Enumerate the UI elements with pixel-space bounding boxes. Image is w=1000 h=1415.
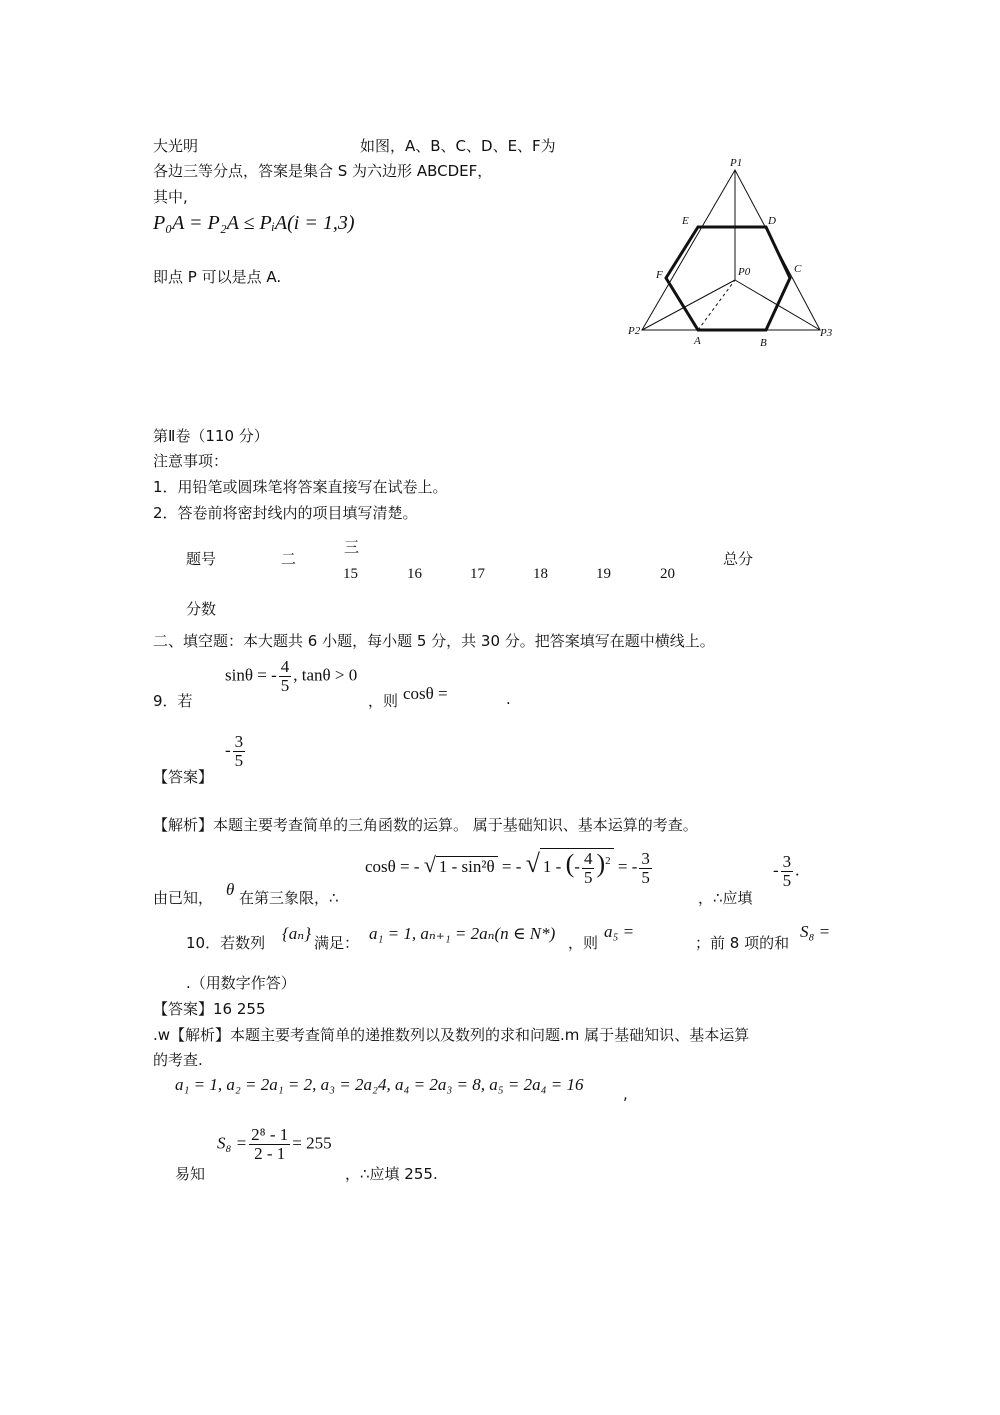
q10-sum-text: ；前 8 项的和 <box>695 934 790 952</box>
label-p3: P3 <box>820 327 833 339</box>
q9-number: 9．若 <box>153 692 193 710</box>
label-a: A <box>694 335 701 347</box>
hexagon-triangle-figure <box>620 150 840 350</box>
label-c: C <box>794 263 802 275</box>
label-f: F <box>656 269 663 281</box>
table-num-19: 19 <box>596 566 611 582</box>
table-num-16: 16 <box>407 566 422 582</box>
notice-1: 1．用铅笔或圆珠笔将答案直接写在试卷上。 <box>153 478 448 496</box>
q9-condition: sinθ = - $\frac{4}{5}$ , tanθ > 0 <box>225 657 358 695</box>
q10-seq: {aₙ} <box>282 924 311 943</box>
q10-chain-comma: , <box>623 1085 628 1103</box>
q10-satisfy: 满足： <box>314 934 360 952</box>
label-d: D <box>768 215 776 227</box>
q10-easy: 易知 <box>175 1165 206 1183</box>
q10-s8-formula: S₈ = $\frac{\text{2⁸ - 1}}{2 - 1}$ = 255 <box>217 1125 332 1163</box>
outer-triangle <box>642 170 820 330</box>
q9-dot: . <box>506 690 511 708</box>
q10-answer: 【答案】16 255 <box>153 1000 266 1018</box>
notice-2: 2．答卷前将密封线内的项目填写清楚。 <box>153 504 418 522</box>
line-p2-p0 <box>642 280 735 330</box>
table-num-17: 17 <box>470 566 485 582</box>
intro-line-2: 各边三等分点，答案是集合 S 为六边形 ABCDEF， <box>153 162 493 180</box>
q9-fill-value: - $\frac{3}{5}$ . <box>773 852 800 890</box>
q9-sol-prefix: 由已知， <box>153 889 214 907</box>
table-total: 总分 <box>723 550 754 568</box>
q10-fill: ，∴应填 255. <box>345 1165 438 1183</box>
q9-frac: $\frac{4}{5}$ <box>280 657 290 695</box>
notice-title: 注意事项： <box>153 452 229 470</box>
hexagon-abcdef <box>666 227 790 330</box>
author-name: 大光明 <box>153 137 199 155</box>
table-col-er: 二 <box>281 550 297 568</box>
q9-analysis: 【解析】本题主要考查简单的三角函数的运算。 属于基础知识、基本运算的考查。 <box>153 816 698 834</box>
intro-formula: P₀A = P₂A ≤ PᵢA(i = 1,3) <box>153 212 355 234</box>
table-col-san: 三 <box>344 538 360 556</box>
label-e: E <box>682 215 689 227</box>
dashed-a-p0 <box>698 280 735 330</box>
q10-s8: S₈ = <box>800 922 831 941</box>
label-p1: P1 <box>730 157 743 169</box>
q10-a5: a₅ = <box>604 922 635 941</box>
q10-note: .（用数字作答） <box>186 974 296 992</box>
table-label-tihao: 题号 <box>186 550 217 568</box>
table-num-20: 20 <box>660 566 675 582</box>
intro-conclusion: 即点 P 可以是点 A. <box>153 268 282 286</box>
q9-answer-value: - $\frac{3}{5}$ <box>225 732 244 770</box>
intro-line-1: 如图，A、B、C、D、E、F为 <box>360 137 556 155</box>
part2-title: 第Ⅱ卷（110 分） <box>153 427 269 445</box>
q9-cos: cosθ = <box>403 684 448 703</box>
q9-solution-equation: cosθ = - √ 1 - sin²θ = - √ 1 - (- $\frac{4}{5}$ )$^2$ = - $\frac{3}{5}$ <box>365 848 650 887</box>
table-num-18: 18 <box>533 566 548 582</box>
label-b: B <box>760 337 767 349</box>
q10-recurrence: a₁ = 1, aₙ₊₁ = 2aₙ(n ∈ N*) <box>369 924 556 943</box>
label-p2: P2 <box>628 325 641 337</box>
q9-theta: θ <box>226 880 235 899</box>
q10-then: ，则 <box>568 934 599 952</box>
q10-chain: a₁ = 1, a₂ = 2a₁ = 2, a₃ = 2a₂4, a₄ = 2a₃ = 8, a₅ = 2a₄ = 16 <box>175 1075 584 1094</box>
q9-fill-text: ，∴应填 <box>698 889 753 907</box>
table-num-15: 15 <box>343 566 358 582</box>
q9-sol-mid: 在第三象限，∴ <box>239 889 339 907</box>
q9-answer-label: 【答案】 <box>153 768 214 786</box>
q10-analysis-line-1: .w【解析】本题主要考查简单的递推数列以及数列的求和问题.m 属于基础知识、基本运算 <box>153 1026 750 1044</box>
intro-line-3: 其中, <box>153 188 188 206</box>
section2-heading: 二、填空题：本大题共 6 小题，每小题 5 分，共 30 分。把答案填写在题中横线上。 <box>153 632 715 650</box>
table-label-fenshu: 分数 <box>186 600 217 618</box>
q10-analysis-line-2: 的考查. <box>153 1051 203 1069</box>
q9-then: ，则 <box>368 692 399 710</box>
label-p0: P0 <box>738 266 751 278</box>
q10-number: 10．若数列 <box>186 934 266 952</box>
